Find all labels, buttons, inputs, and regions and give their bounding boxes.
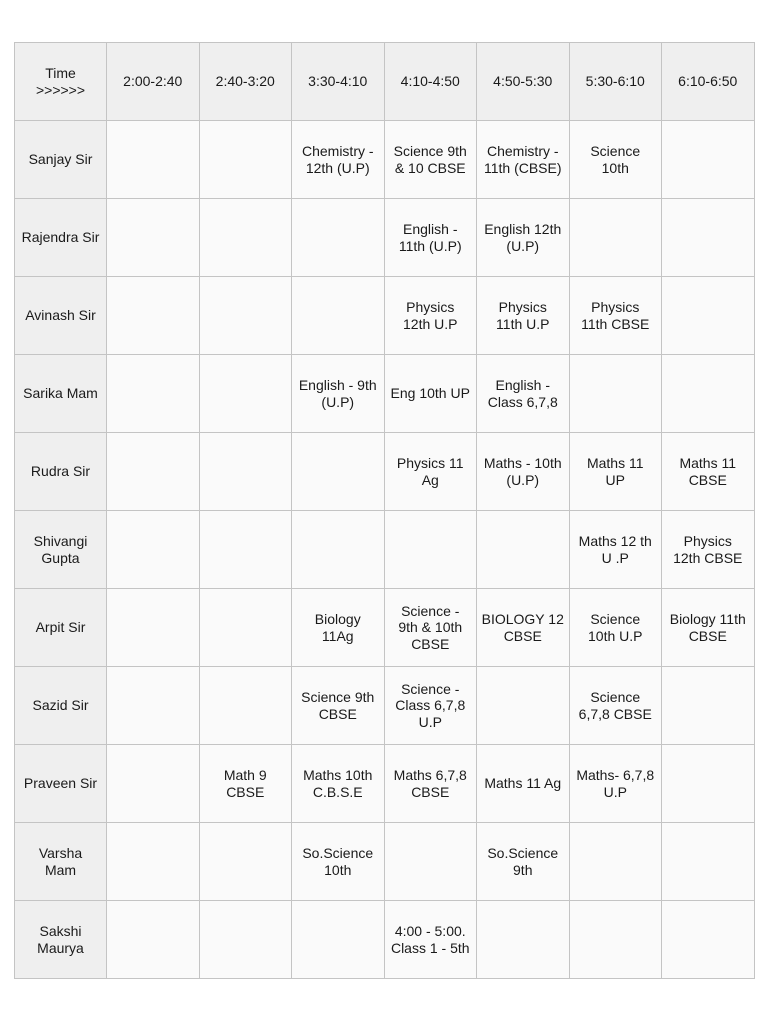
time-slot-header: 5:30-6:10: [569, 43, 662, 121]
schedule-cell: Chemistry - 12th (U.P): [292, 121, 385, 199]
schedule-cell: [292, 901, 385, 979]
schedule-cell: [107, 823, 200, 901]
schedule-cell: [662, 199, 755, 277]
schedule-cell: Maths 6,7,8 CBSE: [384, 745, 477, 823]
timetable-body: [15, 43, 755, 979]
table-row: [15, 745, 755, 823]
schedule-cell: [569, 823, 662, 901]
schedule-cell: [107, 745, 200, 823]
schedule-cell: [662, 901, 755, 979]
schedule-cell: [107, 277, 200, 355]
schedule-cell: [199, 901, 292, 979]
table-row: [15, 355, 755, 433]
schedule-cell: Biology 11Ag: [292, 589, 385, 667]
schedule-cell: [107, 667, 200, 745]
schedule-cell: [199, 511, 292, 589]
teacher-name: Sanjay Sir: [15, 121, 107, 199]
corner-time-label: Time >>>>>>: [15, 43, 107, 121]
schedule-cell: Math 9 CBSE: [199, 745, 292, 823]
table-row: [15, 199, 755, 277]
schedule-cell: [662, 667, 755, 745]
teacher-name: Arpit Sir: [15, 589, 107, 667]
schedule-cell: [199, 199, 292, 277]
schedule-cell: [107, 589, 200, 667]
schedule-cell: [199, 433, 292, 511]
schedule-cell: [292, 277, 385, 355]
table-row: [15, 589, 755, 667]
timetable: [14, 42, 755, 979]
schedule-cell: [199, 121, 292, 199]
teacher-name: Rudra Sir: [15, 433, 107, 511]
time-slot-header: 6:10-6:50: [662, 43, 755, 121]
schedule-cell: Maths - 10th (U.P): [477, 433, 570, 511]
schedule-cell: [477, 901, 570, 979]
table-row: [15, 901, 755, 979]
schedule-cell: So.Science 10th: [292, 823, 385, 901]
table-row: [15, 121, 755, 199]
schedule-cell: English - 9th (U.P): [292, 355, 385, 433]
schedule-cell: Maths- 6,7,8 U.P: [569, 745, 662, 823]
schedule-cell: Maths 11 Ag: [477, 745, 570, 823]
schedule-cell: [662, 121, 755, 199]
teacher-name: Sakshi Maurya: [15, 901, 107, 979]
table-row: [15, 277, 755, 355]
schedule-cell: [107, 199, 200, 277]
schedule-cell: English - Class 6,7,8: [477, 355, 570, 433]
schedule-cell: So.Science 9th: [477, 823, 570, 901]
schedule-cell: [662, 823, 755, 901]
schedule-cell: English 12th (U.P): [477, 199, 570, 277]
schedule-cell: [199, 355, 292, 433]
schedule-cell: Science - Class 6,7,8 U.P: [384, 667, 477, 745]
schedule-cell: Chemistry - 11th (CBSE): [477, 121, 570, 199]
schedule-cell: [569, 199, 662, 277]
teacher-name: Sazid Sir: [15, 667, 107, 745]
table-row: [15, 823, 755, 901]
schedule-cell: Biology 11th CBSE: [662, 589, 755, 667]
teacher-name: Avinash Sir: [15, 277, 107, 355]
schedule-cell: Physics 12th CBSE: [662, 511, 755, 589]
schedule-cell: Science 6,7,8 CBSE: [569, 667, 662, 745]
schedule-cell: Science - 9th & 10th CBSE: [384, 589, 477, 667]
schedule-cell: [292, 433, 385, 511]
schedule-cell: [199, 589, 292, 667]
table-row: [15, 667, 755, 745]
schedule-cell: [569, 901, 662, 979]
schedule-cell: [107, 511, 200, 589]
schedule-cell: [384, 511, 477, 589]
schedule-cell: Maths 10th C.B.S.E: [292, 745, 385, 823]
schedule-cell: Science 10th U.P: [569, 589, 662, 667]
schedule-cell: [107, 433, 200, 511]
schedule-cell: Science 9th CBSE: [292, 667, 385, 745]
schedule-cell: Physics 11th CBSE: [569, 277, 662, 355]
teacher-name: Praveen Sir: [15, 745, 107, 823]
table-row: [15, 433, 755, 511]
schedule-cell: [107, 901, 200, 979]
time-slot-header: 4:10-4:50: [384, 43, 477, 121]
teacher-name: Rajendra Sir: [15, 199, 107, 277]
schedule-cell: Maths 12 th U .P: [569, 511, 662, 589]
schedule-cell: [199, 823, 292, 901]
schedule-cell: [569, 355, 662, 433]
schedule-cell: [199, 277, 292, 355]
schedule-cell: [477, 511, 570, 589]
schedule-cell: [384, 823, 477, 901]
schedule-cell: [292, 199, 385, 277]
time-slot-header: 2:00-2:40: [107, 43, 200, 121]
schedule-cell: Maths 11 UP: [569, 433, 662, 511]
schedule-cell: English - 11th (U.P): [384, 199, 477, 277]
schedule-cell: [199, 667, 292, 745]
schedule-cell: [662, 355, 755, 433]
schedule-cell: [107, 121, 200, 199]
schedule-cell: [662, 745, 755, 823]
table-row: [15, 511, 755, 589]
schedule-cell: Maths 11 CBSE: [662, 433, 755, 511]
schedule-cell: Physics 11th U.P: [477, 277, 570, 355]
schedule-cell: Eng 10th UP: [384, 355, 477, 433]
schedule-cell: Science 9th & 10 CBSE: [384, 121, 477, 199]
schedule-cell: Physics 11 Ag: [384, 433, 477, 511]
time-slot-header: 2:40-3:20: [199, 43, 292, 121]
schedule-cell: Science 10th: [569, 121, 662, 199]
schedule-cell: [477, 667, 570, 745]
schedule-cell: Physics 12th U.P: [384, 277, 477, 355]
time-slot-header: 3:30-4:10: [292, 43, 385, 121]
teacher-name: Shivangi Gupta: [15, 511, 107, 589]
schedule-cell: [292, 511, 385, 589]
time-slot-header: 4:50-5:30: [477, 43, 570, 121]
schedule-cell: [107, 355, 200, 433]
schedule-cell: [662, 277, 755, 355]
teacher-name: Varsha Mam: [15, 823, 107, 901]
schedule-cell: 4:00 - 5:00. Class 1 - 5th: [384, 901, 477, 979]
header-row: [15, 43, 755, 121]
teacher-name: Sarika Mam: [15, 355, 107, 433]
schedule-cell: BIOLOGY 12 CBSE: [477, 589, 570, 667]
